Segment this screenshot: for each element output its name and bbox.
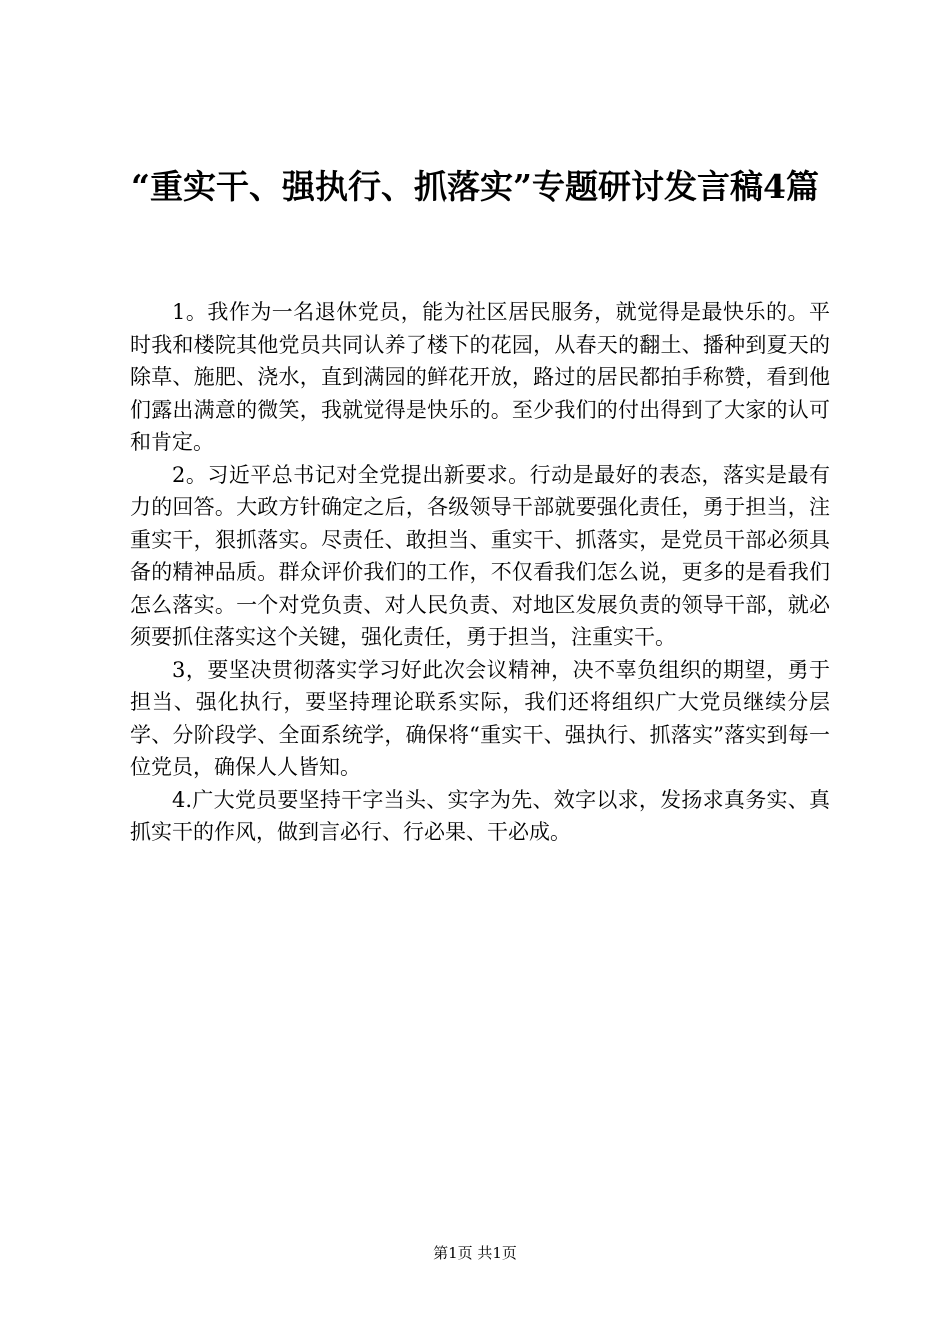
page-footer: 第1页 共1页: [433, 1244, 517, 1262]
document-body: [130, 296, 830, 849]
paragraph-1: 1。我作为一名退休党员，能为社区居民服务，就觉得是最快乐的。平时我和楼院其他党员共同认养了楼下的花园，从春天的翻土、播种到夏天的除草、施肥、浇水，直到满园的鲜花开放，路过的居民都拍手称赞，看到他们露出满意的微笑，我就觉得是快乐的。至少我们的付出得到了大家的认可和肯定。: [130, 300, 830, 454]
paragraph-2: 2。习近平总书记对全党提出新要求。行动是最好的表态，落实是最有力的回答。大政方针确定之后，各级领导干部就要强化责任，勇于担当，注重实干，狠抓落实。尽责任、敢担当、重实干、抓落实，是党员干部必须具备的精神品质。群众评价我们的工作，不仅看我们怎么说，更多的是看我们怎么落实。一个对党负责、对人民负责、对地区发展负责的领导干部，就必须要抓住落实这个关键，强化责任，勇于担当，注重实干。: [130, 462, 830, 649]
document-title: “重实干、强执行、抓落实”专题研讨发言稿4篇: [131, 167, 819, 206]
paragraph-3: 3，要坚决贯彻落实学习好此次会议精神，决不辜负组织的期望，勇于担当、强化执行，要坚持理论联系实际，我们还将组织广大党员继续分层学、分阶段学、全面系统学，确保将“重实干、强执行、抓落实”落实到每一位党员，确保人人皆知。: [130, 657, 830, 779]
paragraph-4: 4.广大党员要坚持干字当头、实字为先、效字以求，发扬求真务实、真抓实干的作风，做到言必行、行必果、干必成。: [130, 787, 830, 844]
